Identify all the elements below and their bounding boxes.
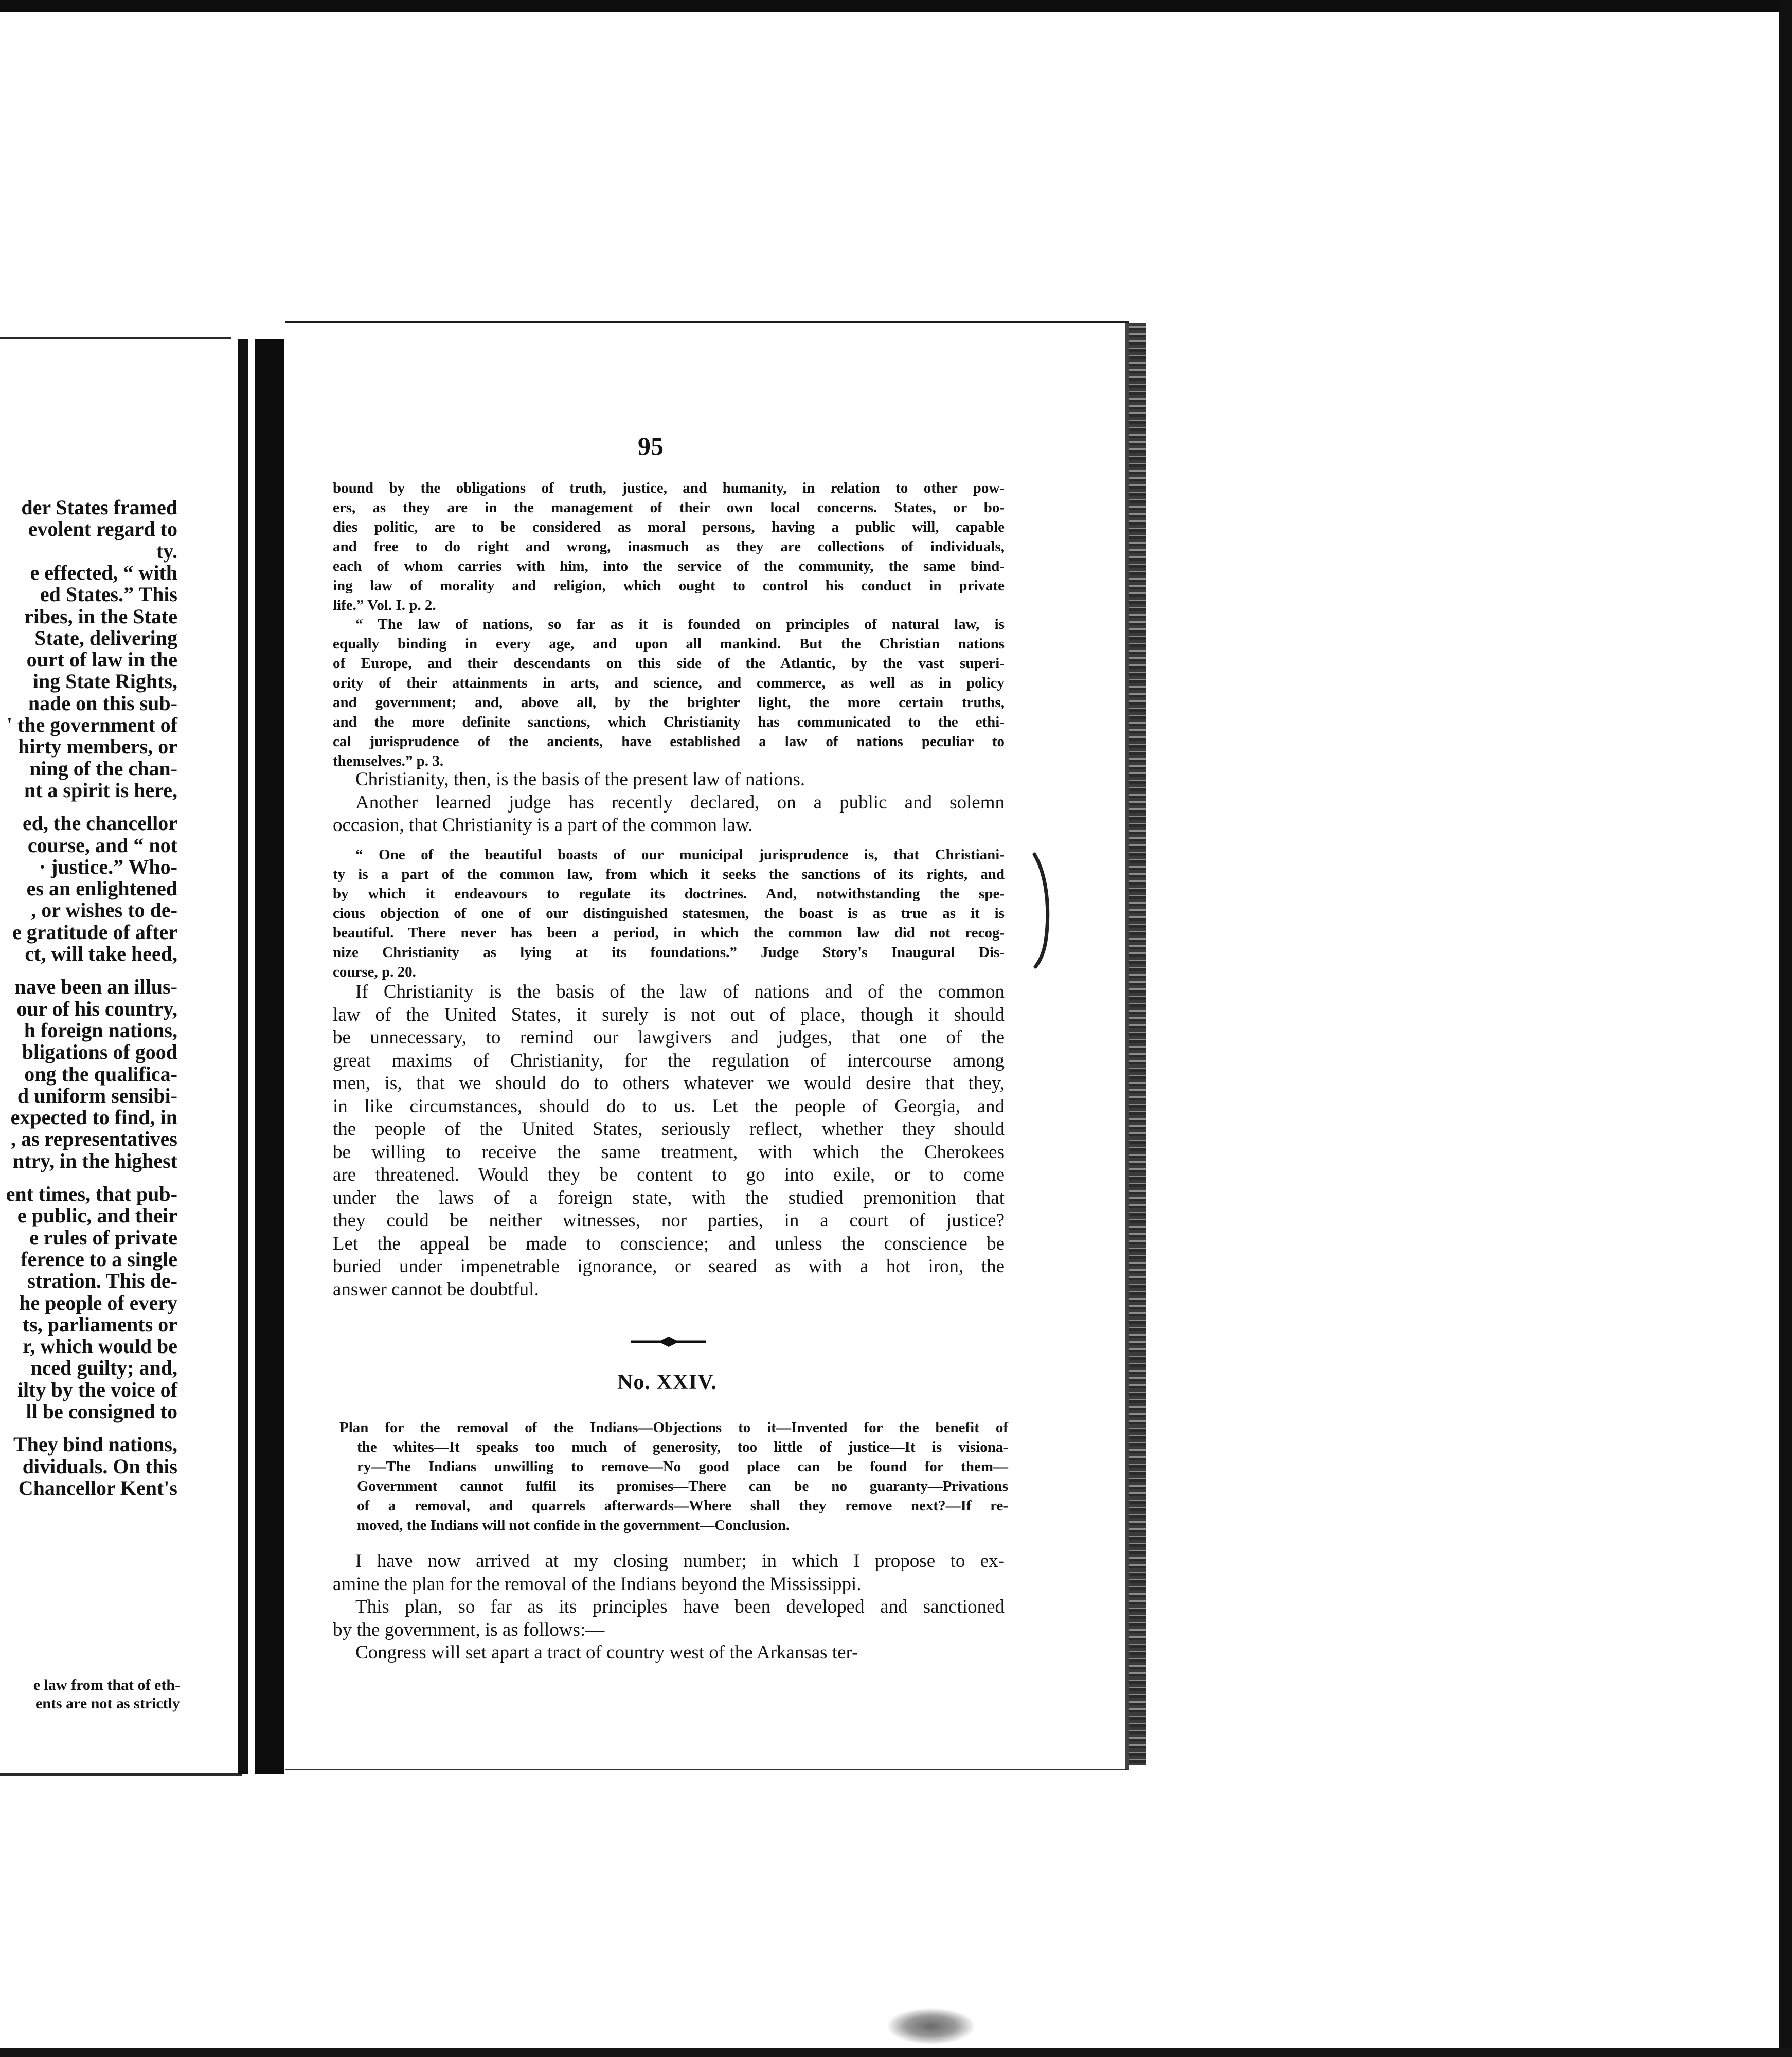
left-page-line: ent times, that pub- [6, 1182, 177, 1205]
chapter-summary [339, 1418, 1008, 1535]
left-page-line: · justice.” Who- [39, 855, 177, 878]
quote-line: by which it endeavours to regulate its doctrines. And, notwithstanding the spe- [333, 886, 1005, 902]
left-page-line: ilty by the voice of [17, 1378, 177, 1401]
left-page-line: evolent regard to [28, 517, 177, 541]
body-line: in like circumstances, should do to us. Let the people of Georgia, and [333, 1095, 1005, 1117]
left-page-line: ed States.” This [40, 583, 177, 606]
page-number: 95 [638, 431, 664, 460]
body-line: the people of the United States, seriously reflect, whether they should [333, 1118, 1005, 1140]
body-line: law of the United States, it surely is not out of place, though it should [333, 1004, 1005, 1025]
body-line: Christianity, then, is the basis of the present law of nations. [355, 769, 805, 790]
paragraph-closing [333, 1550, 1005, 1665]
left-page-line: nt a spirit is here, [24, 778, 177, 802]
left-page-line: he people of every [19, 1291, 177, 1314]
left-page-line: ntry, in the highest [12, 1149, 177, 1172]
left-page-line: , or wishes to de- [31, 898, 177, 922]
scan-frame-right [1779, 0, 1792, 2057]
left-page-fragment [0, 337, 234, 1777]
summary-line: Government cannot fulfil its promises—There can be no guaranty—Privations [357, 1478, 1008, 1494]
left-page-line: ct, will take heed, [25, 942, 177, 965]
left-page-line: nced guilty; and, [30, 1356, 177, 1380]
left-page-line: ribes, in the State [24, 604, 177, 628]
left-page-line: ts, parliaments or [22, 1312, 177, 1336]
left-page-line: ed, the chancellor [22, 811, 177, 835]
left-page-line: ty. [156, 539, 177, 563]
paragraph-christianity [333, 981, 1005, 1301]
left-page-line: ning of the chan- [29, 756, 177, 780]
left-page-line: ference to a single [21, 1247, 177, 1271]
left-page-line: e rules of private [29, 1225, 177, 1249]
summary-line: moved, the Indians will not confide in the government—Conclusion. [357, 1517, 790, 1533]
summary-line: ry—The Indians unwilling to remove—No good place can be found for them— [357, 1458, 1008, 1475]
quote-line: and free to do right and wrong, inasmuch as they are collections of individuals, [333, 538, 1005, 555]
scan-frame-bottom [0, 2048, 1792, 2057]
body-line: be willing to receive the same treatment, with which the Cherokees [333, 1141, 1005, 1163]
quote-law-of-nations [333, 615, 1005, 771]
left-page-line: stration. This de- [27, 1269, 177, 1293]
quote-line: and government; and, above all, by the brighter light, the more certain truths, [333, 694, 1005, 711]
quote-line: “ The law of nations, so far as it is founded on principles of natural law, is [355, 616, 1005, 633]
section-ornament [630, 1334, 707, 1349]
left-page-line: hirty members, or [18, 735, 177, 759]
book-gutter [238, 339, 284, 1774]
quote-line: ty is a part of the common law, from which it seeks the sanctions of its rights, and [333, 866, 1005, 882]
left-page-line: der States framed [21, 496, 177, 519]
left-page-line: d uniform sensibi- [17, 1084, 177, 1107]
quote-line: equally binding in every age, and upon all mankind. But the Christian nations [333, 636, 1005, 652]
scan-frame-top [0, 0, 1792, 12]
left-page-line: They bind nations, [13, 1433, 177, 1456]
quote-kent-continuation [333, 478, 1005, 615]
left-page-line: h foreign nations, [24, 1018, 177, 1042]
left-page-footnote-line: e law from that of eth- [33, 1676, 180, 1693]
left-page-line: es an enlightened [26, 877, 177, 900]
left-page-line: e public, and their [17, 1204, 177, 1228]
quote-line: bound by the obligations of truth, justice, and humanity, in relation to other pow- [333, 480, 1005, 496]
left-page-line: dividuals. On this [22, 1454, 177, 1478]
body-line: men, is, that we should do to others whatever we would desire that they, [333, 1073, 1005, 1094]
left-page-line: e gratitude of after [12, 920, 177, 944]
body-line: they could be neither witnesses, nor parties, in a court of justice? [333, 1210, 1005, 1231]
quote-line: ing law of morality and religion, which ought to control his conduct in private [333, 578, 1005, 594]
quote-line: each of whom carries with him, into the service of the community, the same bind- [333, 558, 1005, 574]
binding-stain [887, 2008, 975, 2044]
body-line: under the laws of a foreign state, with the studied premonition that [333, 1187, 1005, 1208]
left-page-line: nave been an illus- [14, 975, 177, 999]
left-page-line: e effected, “ with [30, 561, 177, 584]
paragraph-basis [333, 768, 1005, 837]
left-page-line: expected to find, in [10, 1106, 177, 1129]
body-line: If Christianity is the basis of the law of nations and of the common [355, 981, 1005, 1002]
quote-judge-story [333, 845, 1005, 982]
body-line: be unnecessary, to remind our lawgivers and judges, that one of the [333, 1027, 1005, 1048]
quote-line: “ One of the beautiful boasts of our municipal jurisprudence is, that Christiani- [355, 846, 1005, 863]
summary-line: the whites—It speaks too much of generosity, too little of justice—It is visiona- [357, 1439, 1008, 1455]
summary-line: Plan for the removal of the Indians—Objections to it—Invented for the benefit of [339, 1419, 1008, 1436]
body-line: occasion, that Christianity is a part of the common law. [333, 815, 753, 836]
left-page-line: course, and “ not [27, 833, 177, 857]
body-line: buried under impenetrable ignorance, or seared as with a hot iron, the [333, 1256, 1005, 1277]
quote-line: course, p. 20. [333, 964, 416, 980]
body-line: amine the plan for the removal of the Indians beyond the Mississippi. [333, 1573, 862, 1595]
left-page-line: r, which would be [23, 1334, 177, 1358]
handwritten-bracket [1030, 851, 1056, 969]
left-page-line: ourt of law in the [26, 648, 177, 672]
body-line: Let the appeal be made to conscience; and unless the conscience be [333, 1233, 1005, 1254]
left-page-line: State, delivering [34, 626, 177, 649]
quote-line: cal jurisprudence of the ancients, have established a law of nations peculiar to [333, 733, 1005, 750]
quote-line: of Europe, and their descendants on this side of the Atlantic, by the vast superi- [333, 655, 1005, 672]
left-page-line: bligations of good [22, 1040, 177, 1064]
body-line: by the government, is as follows:— [333, 1619, 605, 1640]
left-page-line: Chancellor Kent's [18, 1476, 177, 1500]
summary-line: of a removal, and quarrels afterwards—Where shall they remove next?—If re- [357, 1497, 1008, 1514]
page-edge-stack [1129, 323, 1146, 1765]
body-line: Congress will set apart a tract of country west of the Arkansas ter- [355, 1642, 858, 1663]
quote-line: themselves.” p. 3. [333, 753, 444, 769]
quote-line: life.” Vol. I. p. 2. [333, 597, 436, 614]
left-page-line: our of his country, [16, 997, 177, 1020]
quote-line: beautiful. There never has been a period, in which the common law did not recog- [333, 925, 1005, 941]
body-line: I have now arrived at my closing number; in which I propose to ex- [355, 1550, 1005, 1572]
left-page-line: , as representatives [10, 1127, 177, 1151]
quote-line: and the more definite sanctions, which Christianity has communicated to the ethi- [333, 714, 1005, 730]
body-line: answer cannot be doubtful. [333, 1278, 539, 1300]
left-page-bottom-edge [0, 1773, 242, 1776]
quote-line: dies politic, are to be considered as moral persons, having a public will, capable [333, 519, 1005, 535]
left-page-line: ing State Rights, [32, 670, 177, 693]
quote-line: ority of their attainments in arts, and science, and commerce, as well as in policy [333, 675, 1005, 691]
left-page-line: nade on this sub- [28, 691, 177, 715]
body-line: great maxims of Christianity, for the regulation of intercourse among [333, 1050, 1005, 1071]
body-line: This plan, so far as its principles have been developed and sanctioned [355, 1596, 1005, 1617]
section-heading: No. XXIV. [617, 1370, 717, 1394]
left-page-footnote-line: ents are not as strictly [35, 1695, 180, 1712]
quote-line: nize Christianity as lying at its foundations.” Judge Story's Inaugural Dis- [333, 944, 1005, 961]
body-line: Another learned judge has recently declared, on a public and solemn [355, 791, 1005, 813]
left-page-line: ong the qualifica- [24, 1062, 177, 1086]
left-page-line: ' the government of [6, 713, 177, 736]
left-page-line: ll be consigned to [26, 1400, 177, 1423]
body-line: are threatened. Would they be content to go into exile, or to come [333, 1164, 1005, 1185]
quote-line: cious objection of one of our distinguished statesmen, the boast is as true as it is [333, 905, 1005, 922]
quote-line: ers, as they are in the management of their own local concerns. States, or bo- [333, 499, 1005, 516]
